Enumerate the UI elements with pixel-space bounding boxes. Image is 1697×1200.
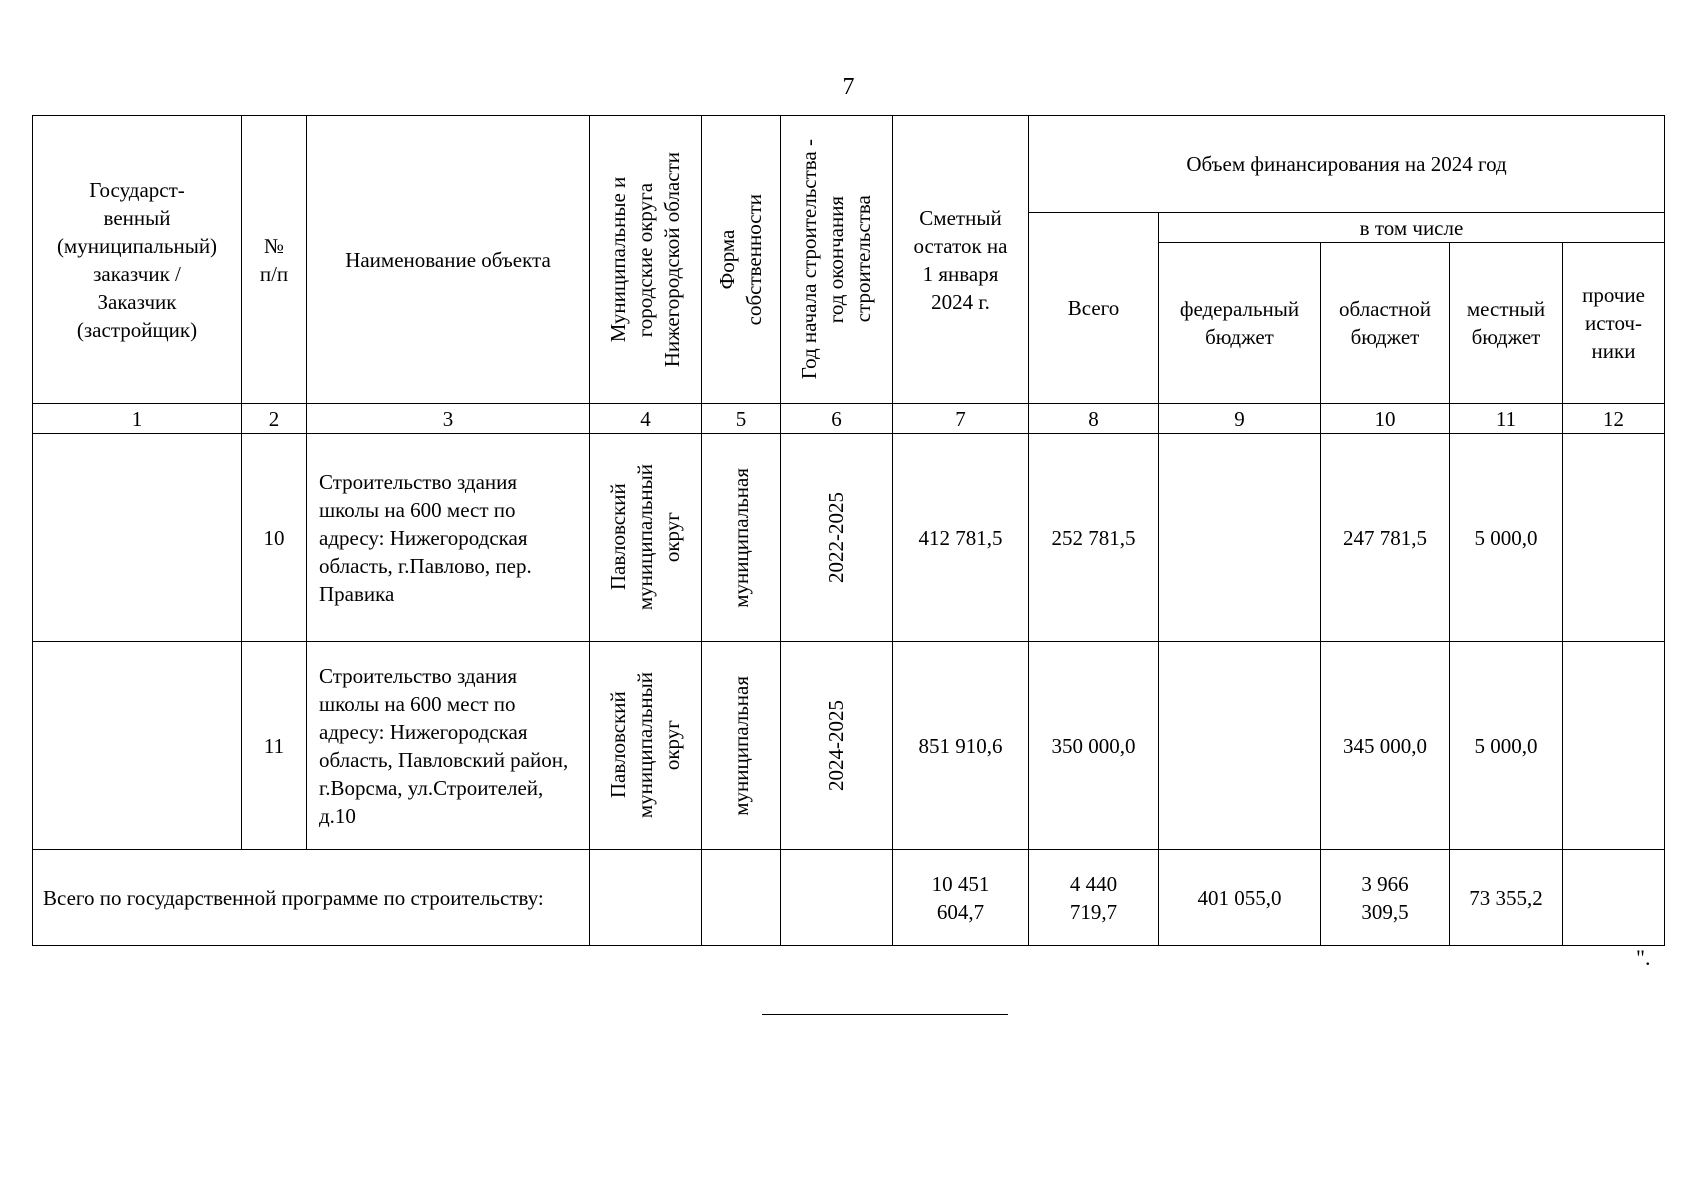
header-object-name: Наименование объекта [307,116,590,404]
row-other [1563,642,1665,850]
row-estimate-balance: 851 910,6 [893,642,1029,850]
row-object-name: Строительство здания школы на 600 мест по адресу: Нижегородская область, Павловский район, г.Ворсма, ул.Строителей, д.10 [307,642,590,850]
row-estimate-balance: 412 781,5 [893,434,1029,642]
header-ownership [702,116,781,404]
totals-estimate-balance: 10 451 604,7 [893,850,1029,946]
column-number: 1 [33,404,242,434]
column-number-row [33,404,1665,434]
totals-total: 4 440 719,7 [1029,850,1159,946]
column-number: 6 [781,404,893,434]
header-customer: Государст- венный (муниципальный) заказчик / Заказчик (застройщик) [33,116,242,404]
totals-label: Всего по государственной программе по строительству: [33,850,590,946]
row-ownership [702,642,781,850]
totals-municipality [590,850,702,946]
row-ownership-text: муниципальная [728,467,753,608]
header-local: местный бюджет [1450,243,1563,404]
row-years-text: 2022-2025 [824,492,848,583]
row-federal [1159,434,1321,642]
row-years-text: 2024-2025 [824,700,848,791]
table-row [33,434,1665,642]
header-total: Всего [1029,213,1159,404]
header-years-text: Год начала строительства - год окончания строительства [797,139,875,380]
row-other [1563,434,1665,642]
row-local: 5 000,0 [1450,642,1563,850]
totals-local: 73 355,2 [1450,850,1563,946]
totals-years [781,850,893,946]
row-municipality-text: Павловский муниципальный округ [606,672,684,819]
totals-other [1563,850,1665,946]
row-customer [33,642,242,850]
column-number: 11 [1450,404,1563,434]
column-number: 2 [242,404,307,434]
totals-ownership [702,850,781,946]
column-number: 10 [1321,404,1450,434]
header-including: в том числе [1159,213,1665,243]
totals-row [33,850,1665,946]
row-ownership [702,434,781,642]
totals-federal: 401 055,0 [1159,850,1321,946]
row-local: 5 000,0 [1450,434,1563,642]
column-number: 8 [1029,404,1159,434]
end-divider-line [762,1014,1008,1015]
row-customer [33,434,242,642]
table-row [33,642,1665,850]
header-regional: областной бюджет [1321,243,1450,404]
row-object-name: Строительство здания школы на 600 мест по адресу: Нижегородская область, г.Павлово, пер. Правика [307,434,590,642]
row-regional: 345 000,0 [1321,642,1450,850]
header-federal: федеральный бюджет [1159,243,1321,404]
column-number: 4 [590,404,702,434]
header-number: № п/п [242,116,307,404]
row-number: 10 [242,434,307,642]
row-total: 252 781,5 [1029,434,1159,642]
page-number: 7 [842,74,855,100]
construction-financing-table [32,115,1665,946]
header-other: прочие источ- ники [1563,243,1665,404]
row-number: 11 [242,642,307,850]
column-number: 12 [1563,404,1665,434]
row-municipality [590,642,702,850]
row-total: 350 000,0 [1029,642,1159,850]
column-number: 9 [1159,404,1321,434]
header-estimate-balance: Сметный остаток на 1 января 2024 г. [893,116,1029,404]
row-regional: 247 781,5 [1321,434,1450,642]
closing-quote: ". [1636,945,1651,970]
row-ownership-text: муниципальная [728,675,753,816]
column-number: 5 [702,404,781,434]
row-municipality [590,434,702,642]
row-municipality-text: Павловский муниципальный округ [606,464,684,611]
header-years [781,116,893,404]
row-federal [1159,642,1321,850]
totals-regional: 3 966 309,5 [1321,850,1450,946]
header-ownership-text: Форма собственности [715,193,766,326]
header-municipality [590,116,702,404]
header-financing: Объем финансирования на 2024 год [1029,116,1665,213]
column-number: 7 [893,404,1029,434]
column-number: 3 [307,404,590,434]
row-years [781,642,893,850]
header-municipality-text: Муниципальные и городские округа Нижегородской области [606,151,684,368]
row-years [781,434,893,642]
